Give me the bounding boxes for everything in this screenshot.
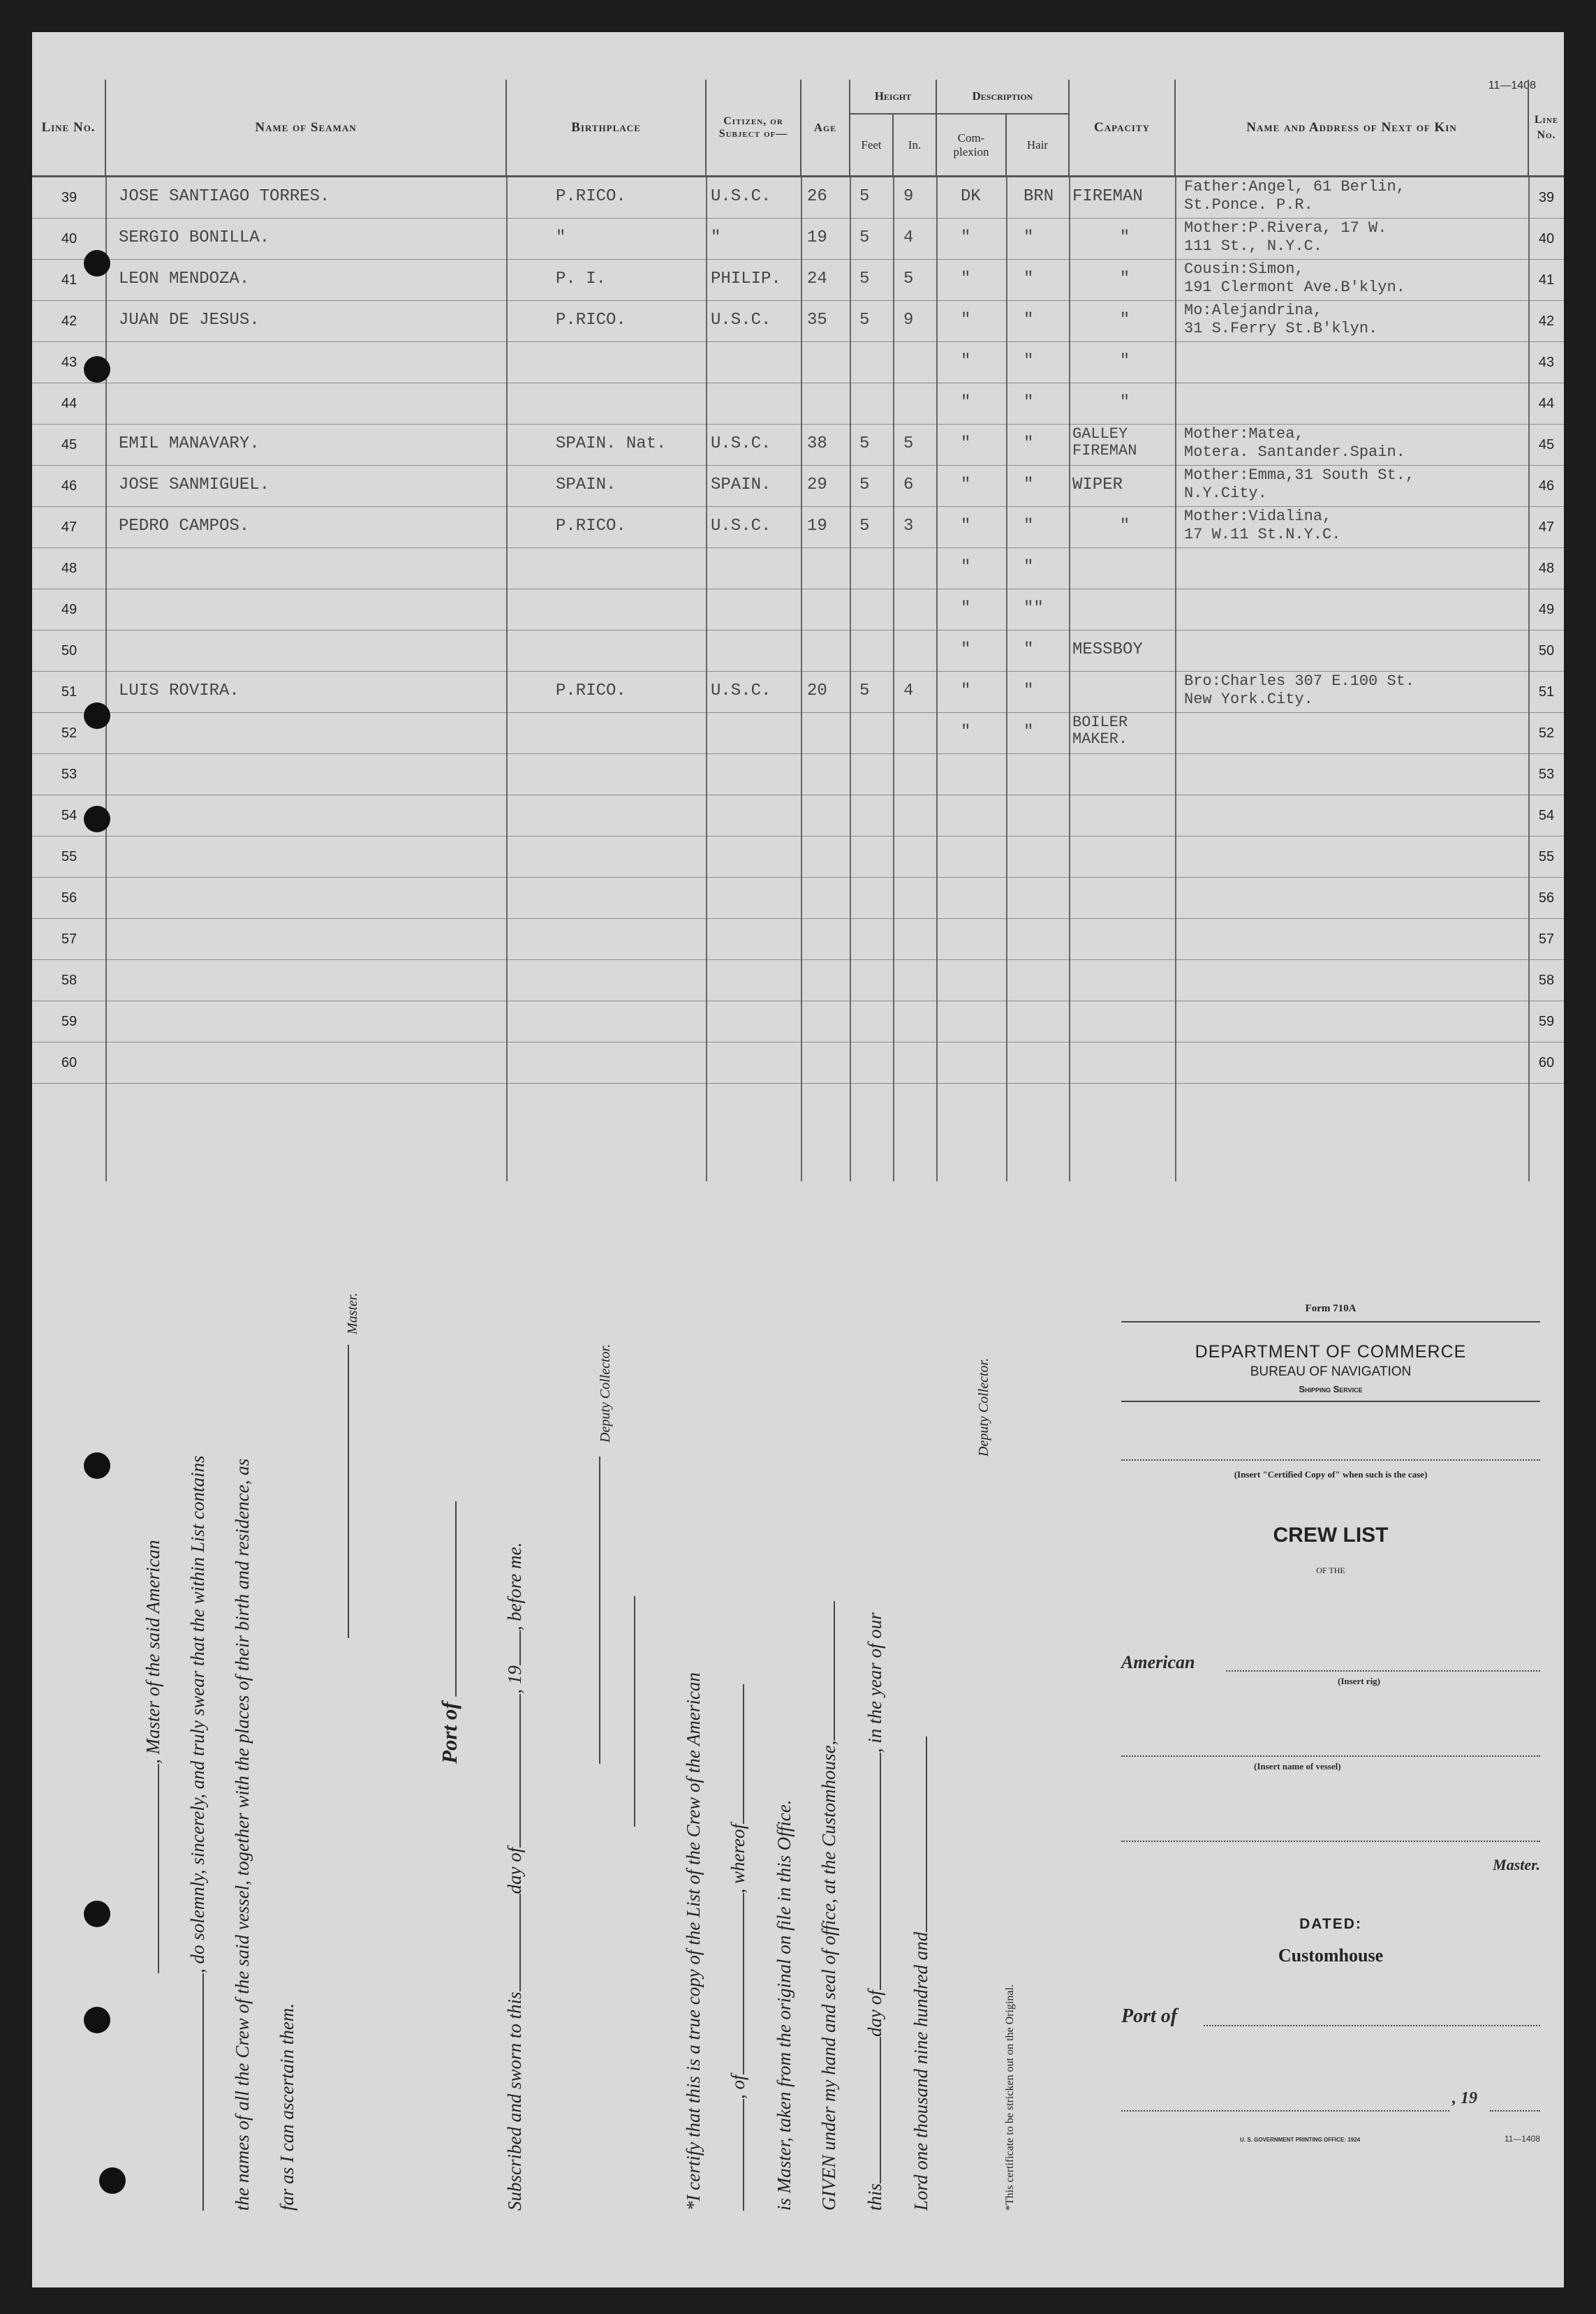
table-row bbox=[32, 177, 1564, 219]
height-inches-cell: 9 bbox=[903, 187, 914, 206]
next-of-kin-line-2: Motera. Santander.Spain. bbox=[1184, 443, 1405, 461]
capacity-cell: " bbox=[1119, 270, 1130, 288]
citizen-cell bbox=[711, 1052, 799, 1093]
hair-cell: " bbox=[1024, 434, 1034, 453]
table-row bbox=[32, 795, 1564, 837]
next-of-kin-line-2: 191 Clermont Ave.B'klyn. bbox=[1184, 279, 1405, 296]
next-of-kin-line-2: 17 W.11 St.N.Y.C. bbox=[1184, 526, 1341, 543]
line-number-right: 55 bbox=[1538, 849, 1555, 864]
seaman-name: PEDRO CAMPOS. bbox=[119, 517, 250, 536]
line-number-right: 45 bbox=[1538, 437, 1555, 452]
capacity-cell: " bbox=[1119, 393, 1130, 412]
deputy-signature-line-1 bbox=[584, 1457, 605, 1764]
birthplace-cell: SPAIN. bbox=[556, 476, 616, 494]
header-height: Height bbox=[850, 80, 937, 115]
table-row bbox=[32, 1001, 1564, 1042]
line-number: 51 bbox=[61, 684, 77, 700]
line-number-right: 43 bbox=[1538, 355, 1555, 370]
line-number: 55 bbox=[61, 849, 77, 864]
height-inches-cell: 5 bbox=[903, 270, 914, 288]
line-number-right: 58 bbox=[1538, 973, 1555, 988]
line-number-right: 52 bbox=[1538, 725, 1555, 741]
birthplace-cell: P.RICO. bbox=[556, 517, 626, 536]
header-complexion: Com- plexion bbox=[937, 115, 1007, 177]
header-line-no-right: Line No. bbox=[1529, 80, 1564, 177]
header-citizen: Citizen, or Subject of— bbox=[707, 80, 801, 177]
height-feet-cell: 5 bbox=[859, 187, 870, 206]
complexion-cell: " bbox=[961, 681, 971, 700]
punch-hole bbox=[84, 702, 110, 729]
age-cell: 26 bbox=[807, 187, 827, 206]
height-inches-cell: 9 bbox=[903, 311, 914, 330]
complexion-cell: " bbox=[961, 393, 971, 412]
birthplace-cell bbox=[556, 1052, 702, 1093]
certificate-block bbox=[32, 1149, 1051, 2287]
hair-cell: " bbox=[1024, 517, 1034, 536]
line-number: 54 bbox=[61, 808, 77, 823]
hair-cell: " bbox=[1024, 393, 1034, 412]
punch-hole bbox=[84, 356, 110, 383]
line-number: 59 bbox=[61, 1014, 77, 1029]
hair-cell bbox=[1024, 1052, 1068, 1093]
form-number: Form 710A bbox=[1305, 1303, 1357, 1314]
line-number-right: 41 bbox=[1538, 272, 1555, 288]
next-of-kin-line-1: Mother:P.Rivera, 17 W. bbox=[1184, 219, 1387, 237]
complexion-cell: " bbox=[961, 599, 971, 618]
height-feet-cell bbox=[859, 1052, 891, 1093]
birthplace-cell: P. I. bbox=[556, 270, 607, 288]
seaman-name: LEON MENDOZA. bbox=[119, 270, 250, 288]
height-inches-cell: 4 bbox=[903, 681, 914, 700]
complexion-cell: " bbox=[961, 311, 971, 330]
line-number: 58 bbox=[61, 973, 77, 988]
line-number-right: 54 bbox=[1538, 808, 1555, 823]
table-row bbox=[32, 507, 1564, 548]
line-number: 47 bbox=[61, 519, 77, 535]
citizen-cell: U.S.C. bbox=[711, 187, 771, 206]
age-cell: 35 bbox=[807, 311, 827, 330]
customhouse-label: Customhouse bbox=[1278, 1945, 1384, 1966]
line-number: 44 bbox=[61, 396, 77, 411]
certify-line-3: is Master, taken from the original on file in this Office. bbox=[774, 1799, 795, 2211]
insert-certified-note: (Insert "Certified Copy of" when such is the case) bbox=[1234, 1469, 1428, 1480]
line-number-right: 60 bbox=[1538, 1055, 1555, 1070]
line-number-right: 48 bbox=[1538, 561, 1555, 576]
citizen-cell: SPAIN. bbox=[711, 476, 771, 494]
oath-line-1: , Master of the said American bbox=[142, 1540, 164, 1973]
insert-name-note: (Insert name of vessel) bbox=[1254, 1761, 1341, 1771]
header-age: Age bbox=[801, 80, 850, 177]
subscribed-line: Subscribed and sworn to thisday of, 19, before me. bbox=[504, 1542, 525, 2211]
panel-code: 11—1408 bbox=[1504, 2134, 1540, 2144]
next-of-kin-line-1: Bro:Charles 307 E.100 St. bbox=[1184, 672, 1415, 690]
line-number-right: 49 bbox=[1538, 602, 1555, 617]
table-row bbox=[32, 754, 1564, 795]
line-number: 42 bbox=[61, 314, 77, 329]
line-number: 40 bbox=[61, 231, 77, 246]
hair-cell: " bbox=[1024, 270, 1034, 288]
deputy-collector-label-1: Deputy Collector. bbox=[598, 1343, 613, 1443]
hair-cell: " bbox=[1024, 681, 1034, 700]
complexion-cell: " bbox=[961, 558, 971, 577]
line-number: 43 bbox=[61, 355, 77, 370]
port-of-label: Port of bbox=[437, 1501, 462, 1764]
next-of-kin-line-2: New York.City. bbox=[1184, 691, 1313, 708]
seaman-name bbox=[119, 1052, 566, 1093]
deputy-collector-label-2: Deputy Collector. bbox=[976, 1357, 991, 1457]
citizen-cell: " bbox=[711, 228, 721, 247]
age-cell bbox=[807, 1052, 849, 1093]
age-cell: 38 bbox=[807, 434, 827, 453]
next-of-kin-line-1: Mother:Emma,31 South St., bbox=[1184, 466, 1415, 484]
capacity-cell: " bbox=[1119, 228, 1130, 247]
oath-line-4: far as I can ascertain them. bbox=[276, 2003, 297, 2211]
punch-hole bbox=[84, 250, 110, 277]
next-of-kin-line-2: N.Y.City. bbox=[1184, 485, 1267, 502]
citizen-cell: U.S.C. bbox=[711, 311, 771, 330]
citizen-cell: PHILIP. bbox=[711, 270, 781, 288]
header-birthplace: Birthplace bbox=[507, 80, 707, 177]
certify-line-1: *I certify that this is a true copy of the List of the Crew of the American bbox=[683, 1672, 704, 2211]
next-of-kin-line-1: Father:Angel, 61 Berlin, bbox=[1184, 178, 1405, 196]
next-of-kin-line-2: 111 St., N.Y.C. bbox=[1184, 237, 1323, 255]
dated-label: DATED: bbox=[1299, 1916, 1362, 1932]
table-row bbox=[32, 1042, 1564, 1084]
year-label: , 19 bbox=[1452, 2089, 1477, 2107]
punch-hole bbox=[84, 2007, 110, 2033]
citizen-cell: U.S.C. bbox=[711, 517, 771, 536]
capacity-cell: " bbox=[1119, 517, 1130, 536]
citizen-cell: U.S.C. bbox=[711, 681, 771, 700]
punch-hole bbox=[84, 1452, 110, 1479]
complexion-cell: " bbox=[961, 352, 971, 371]
line-number: 39 bbox=[61, 190, 77, 205]
given-line-3: Lord one thousand nine hundred and bbox=[910, 1737, 932, 2211]
table-row bbox=[32, 466, 1564, 507]
seaman-name: JUAN DE JESUS. bbox=[119, 311, 260, 330]
next-of-kin-line-1: Cousin:Simon, bbox=[1184, 260, 1304, 278]
age-cell: 19 bbox=[807, 228, 827, 247]
height-feet-cell: 5 bbox=[859, 517, 870, 536]
line-number-right: 46 bbox=[1538, 478, 1555, 494]
line-number: 57 bbox=[61, 931, 77, 947]
table-row bbox=[32, 672, 1564, 713]
port-of-panel-label: Port of bbox=[1121, 2005, 1178, 2027]
age-cell: 19 bbox=[807, 517, 827, 536]
line-number-right: 42 bbox=[1538, 314, 1555, 329]
complexion-cell: " bbox=[961, 228, 971, 247]
capacity-cell bbox=[1072, 1052, 1177, 1093]
header-name: Name of Seaman bbox=[106, 80, 507, 177]
table-row bbox=[32, 219, 1564, 260]
oath-line-3: the names of all the Crew of the said vessel, together with the places of their birth and residence, as bbox=[232, 1458, 253, 2211]
complexion-cell bbox=[961, 1052, 1003, 1093]
line-number: 41 bbox=[61, 272, 77, 288]
line-number: 48 bbox=[61, 561, 77, 576]
bureau-title: BUREAU OF NAVIGATION bbox=[1250, 1364, 1412, 1379]
complexion-cell: " bbox=[961, 476, 971, 494]
line-number-right: 57 bbox=[1538, 931, 1555, 947]
complexion-cell: " bbox=[961, 434, 971, 453]
hair-cell: BRN bbox=[1024, 187, 1054, 206]
height-inches-cell: 5 bbox=[903, 434, 914, 453]
seaman-name: JOSE SANTIAGO TORRES. bbox=[119, 187, 330, 206]
height-feet-cell: 5 bbox=[859, 434, 870, 453]
department-title: DEPARTMENT OF COMMERCE bbox=[1195, 1342, 1467, 1362]
complexion-cell: " bbox=[961, 270, 971, 288]
capacity-cell: " bbox=[1119, 311, 1130, 330]
footnote: *This certificate to be stricken out on the Original. bbox=[1004, 1984, 1016, 2211]
capacity-cell: FIREMAN bbox=[1072, 187, 1143, 206]
table-row bbox=[32, 260, 1564, 301]
table-row bbox=[32, 383, 1564, 425]
american-label: American bbox=[1121, 1652, 1195, 1672]
form-code-top: 11—1408 bbox=[1488, 80, 1536, 91]
seaman-name: JOSE SANMIGUEL. bbox=[119, 476, 270, 494]
table-row bbox=[32, 631, 1564, 672]
line-number-right: 56 bbox=[1538, 890, 1555, 906]
height-feet-cell: 5 bbox=[859, 476, 870, 494]
complexion-cell: " bbox=[961, 517, 971, 536]
line-number-right: 50 bbox=[1538, 643, 1555, 658]
height-feet-cell: 5 bbox=[859, 311, 870, 330]
capacity-cell: " bbox=[1119, 352, 1130, 371]
height-inches-cell: 6 bbox=[903, 476, 914, 494]
table-row bbox=[32, 301, 1564, 342]
crew-list-title: CREW LIST bbox=[1273, 1524, 1389, 1547]
line-number-right: 44 bbox=[1538, 396, 1555, 411]
form-710a-panel bbox=[1121, 1289, 1540, 2169]
complexion-cell: " bbox=[961, 640, 971, 659]
height-inches-cell: 3 bbox=[903, 517, 914, 536]
line-number-right: 51 bbox=[1538, 684, 1555, 700]
capacity-cell: WIPER bbox=[1072, 476, 1123, 494]
table-row bbox=[32, 960, 1564, 1001]
line-number: 52 bbox=[61, 725, 77, 741]
insert-rig-note: (Insert rig) bbox=[1338, 1676, 1381, 1686]
master-label-2: Master. bbox=[1493, 1856, 1540, 1873]
hair-cell: " bbox=[1024, 723, 1034, 742]
master-signature-line bbox=[332, 1345, 354, 1638]
line-number: 60 bbox=[61, 1055, 77, 1070]
hair-cell: " bbox=[1024, 352, 1034, 371]
seaman-name: LUIS ROVIRA. bbox=[119, 681, 239, 700]
line-number: 49 bbox=[61, 602, 77, 617]
age-cell: 29 bbox=[807, 476, 827, 494]
height-feet-cell: 5 bbox=[859, 228, 870, 247]
master-label-1: Master. bbox=[345, 1292, 360, 1334]
birthplace-cell: " bbox=[556, 228, 566, 247]
table-row bbox=[32, 837, 1564, 878]
age-cell: 24 bbox=[807, 270, 827, 288]
printer-note: U. S. GOVERNMENT PRINTING OFFICE: 1924 bbox=[1240, 2137, 1361, 2143]
line-number-right: 40 bbox=[1538, 231, 1555, 246]
table-row bbox=[32, 713, 1564, 754]
table-row bbox=[32, 919, 1564, 960]
table-row bbox=[32, 425, 1564, 466]
capacity-cell: BOILER MAKER. bbox=[1072, 714, 1128, 748]
given-line-1: GIVEN under my hand and seal of office, at the Customhouse, bbox=[818, 1601, 840, 2211]
table-row bbox=[32, 342, 1564, 383]
hair-cell: "" bbox=[1024, 599, 1044, 618]
capacity-cell: GALLEY FIREMAN bbox=[1072, 425, 1137, 459]
line-number-right: 59 bbox=[1538, 1014, 1555, 1029]
next-of-kin-line-1: Mother:Vidalina, bbox=[1184, 508, 1332, 525]
birthplace-cell: P.RICO. bbox=[556, 187, 626, 206]
hair-cell: " bbox=[1024, 558, 1034, 577]
header-next-of-kin: Name and Address of Next of Kin bbox=[1176, 80, 1529, 177]
hair-cell: " bbox=[1024, 228, 1034, 247]
header-capacity: Capacity bbox=[1070, 80, 1176, 177]
header-inches: In. bbox=[894, 115, 937, 177]
seaman-name: SERGIO BONILLA. bbox=[119, 228, 270, 247]
line-number-right: 39 bbox=[1538, 190, 1555, 205]
birthplace-cell: P.RICO. bbox=[556, 681, 626, 700]
hair-cell: " bbox=[1024, 311, 1034, 330]
next-of-kin-line-2 bbox=[1184, 1062, 1533, 1103]
table-row bbox=[32, 878, 1564, 919]
birthplace-cell: SPAIN. Nat. bbox=[556, 434, 667, 453]
next-of-kin-line-2: St.Ponce. P.R. bbox=[1184, 196, 1313, 214]
header-hair: Hair bbox=[1007, 115, 1070, 177]
next-of-kin-line-1: Mother:Matea, bbox=[1184, 425, 1304, 443]
height-feet-cell: 5 bbox=[859, 270, 870, 288]
age-cell: 20 bbox=[807, 681, 827, 700]
next-of-kin-line-2: 31 S.Ferry St.B'klyn. bbox=[1184, 320, 1378, 337]
punch-hole bbox=[84, 806, 110, 832]
header-description: Description bbox=[937, 80, 1070, 115]
birthplace-cell: P.RICO. bbox=[556, 311, 626, 330]
given-line-2: thisday of, in the year of our bbox=[864, 1612, 885, 2211]
line-number-right: 47 bbox=[1538, 519, 1555, 535]
table-row bbox=[32, 589, 1564, 631]
shipping-service: Shipping Service bbox=[1299, 1384, 1363, 1394]
line-number-right: 53 bbox=[1538, 767, 1555, 782]
header-feet: Feet bbox=[850, 115, 894, 177]
line-number: 46 bbox=[61, 478, 77, 494]
next-of-kin-line-1: Mo:Alejandrina, bbox=[1184, 302, 1323, 319]
citizen-cell: U.S.C. bbox=[711, 434, 771, 453]
certify-line-2: , of, whereof bbox=[727, 1684, 749, 2211]
hair-cell: " bbox=[1024, 476, 1034, 494]
height-inches-cell bbox=[903, 1052, 935, 1093]
of-the-label: OF THE bbox=[1316, 1565, 1345, 1575]
line-number: 56 bbox=[61, 890, 77, 906]
divider-line bbox=[634, 1596, 635, 1827]
height-feet-cell: 5 bbox=[859, 681, 870, 700]
height-inches-cell: 4 bbox=[903, 228, 914, 247]
capacity-cell: MESSBOY bbox=[1072, 640, 1143, 659]
complexion-cell: " bbox=[961, 723, 971, 742]
table-row bbox=[32, 548, 1564, 589]
line-number: 53 bbox=[61, 767, 77, 782]
header-line-no: Line No. bbox=[32, 80, 106, 177]
line-number: 50 bbox=[61, 643, 77, 658]
punch-hole bbox=[99, 2167, 126, 2194]
oath-line-2: , do solemnly, sincerely, and truly swear that the within List contains bbox=[187, 1456, 209, 2211]
punch-hole bbox=[84, 1901, 110, 1927]
seaman-name: EMIL MANAVARY. bbox=[119, 434, 260, 453]
crew-list-page bbox=[32, 32, 1564, 2287]
complexion-cell: DK bbox=[961, 187, 981, 206]
hair-cell: " bbox=[1024, 640, 1034, 659]
line-number: 45 bbox=[61, 437, 77, 452]
